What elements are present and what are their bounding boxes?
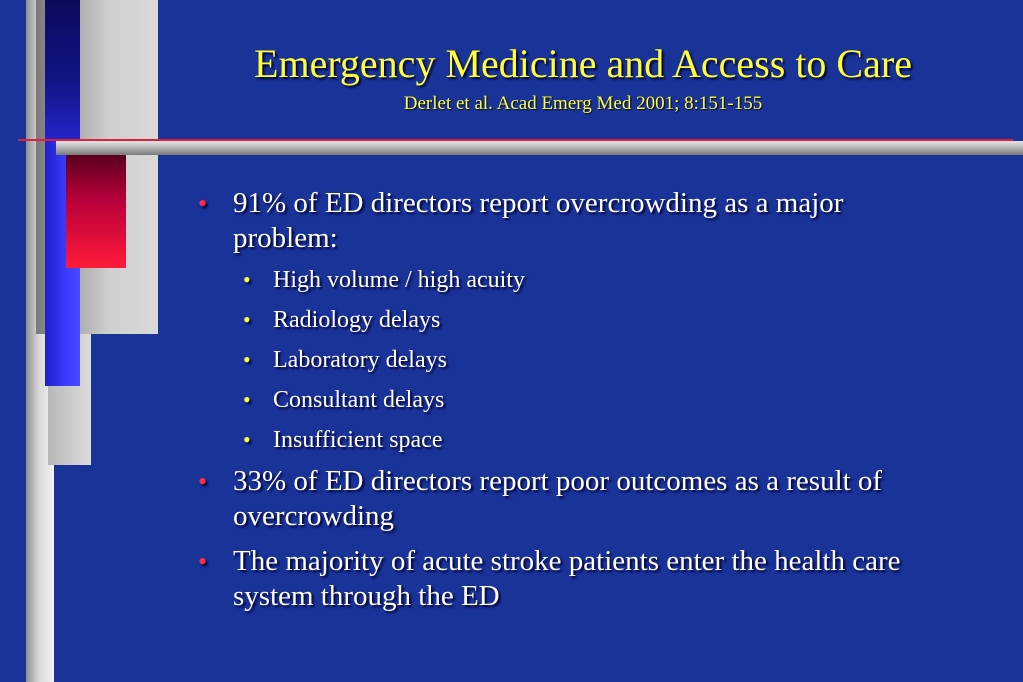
bullet-list [196, 186, 926, 618]
sub-bullet-list [196, 260, 926, 460]
sub-bullet-item [196, 300, 926, 340]
sub-bullet-item [196, 420, 926, 460]
sub-bullet-text: High volume / high acuity [273, 267, 525, 293]
bullet-dot-icon: • [198, 189, 208, 218]
slide-subtitle: Derlet et al. Acad Emerg Med 2001; 8:151-155 [403, 93, 763, 114]
sub-bullet-text: Insufficient space [273, 427, 443, 453]
bullet-text: 91% of ED directors report overcrowding as a major problem: [233, 187, 844, 254]
sub-bullet-dot-icon: • [243, 347, 251, 372]
sub-bullet-item [196, 380, 926, 420]
bullet-dot-icon: • [198, 467, 208, 496]
bullet-text: The majority of acute stroke patients enter the health care system through the ED [233, 545, 901, 612]
decorative-bar-red [66, 155, 126, 268]
bullet-item [196, 464, 926, 534]
sub-bullet-dot-icon: • [243, 387, 251, 412]
sub-bullet-text: Laboratory delays [273, 347, 447, 373]
decorative-bar-blue-dark [45, 0, 80, 140]
sub-bullet-dot-icon: • [243, 307, 251, 332]
sub-bullet-dot-icon: • [243, 267, 251, 292]
title-divider-band [56, 141, 1023, 155]
bullet-item [196, 544, 926, 614]
sub-bullet-text: Radiology delays [273, 307, 441, 333]
sub-bullet-dot-icon: • [243, 427, 251, 452]
bullet-dot-icon: • [198, 547, 208, 576]
sub-bullet-item [196, 340, 926, 380]
slide-title: Emergency Medicine and Access to Care [254, 41, 912, 86]
sub-bullet-text: Consultant delays [273, 387, 445, 413]
bullet-text: 33% of ED directors report poor outcomes as a result of overcrowding [233, 465, 883, 532]
sub-bullet-item [196, 260, 926, 300]
bullet-item [196, 186, 926, 256]
